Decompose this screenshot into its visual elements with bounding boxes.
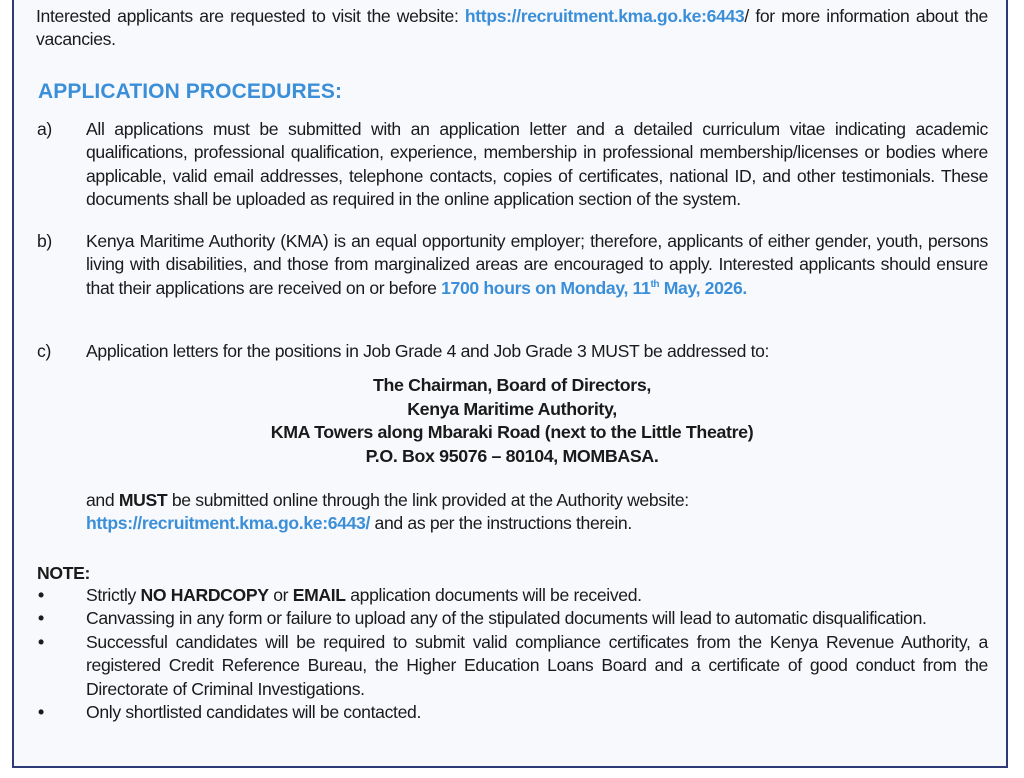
recruitment-link[interactable]: https://recruitment.kma.go.ke:6443 [464, 6, 745, 26]
note-item: • Strictly NO HARDCOPY or EMAIL application documents will be received. [36, 584, 988, 607]
note-list [36, 584, 988, 724]
item-text [86, 230, 988, 300]
must-emphasis: MUST [118, 490, 168, 510]
bullet-icon: • [38, 631, 44, 652]
note-item: • Canvassing in any form or failure to upload any of the stipulated documents will lead to automatic disqualification. [36, 607, 988, 630]
submission-instructions: and MUST be submitted online through the link provided at the Authority website: https://recruitment.kma.go.ke:6443/ and as per the instructions therein. [86, 490, 689, 534]
intro-text-end: / for more information about the vacancies. [36, 6, 988, 50]
address-line-3: KMA Towers along Mbaraki Road (next to the Little Theatre) [270, 422, 754, 443]
bullet-icon: • [38, 608, 44, 629]
note-heading: NOTE: [37, 563, 90, 583]
note-item: • Only shortlisted candidates will be contacted. [36, 701, 988, 724]
application-procedures-heading: APPLICATION PROCEDURES: [38, 80, 343, 103]
item-label: b) [37, 231, 52, 251]
document-page [12, 0, 1008, 768]
note-item: • Successful candidates will be required to submit valid compliance certificates from the Kenya Revenue Authority, a registered Credit Reference Bureau, the Higher Education Loans Board and a certificate of good conduct from the Directorate of Criminal Investigations. [38, 631, 988, 699]
address-line-1: The Chairman, Board of Directors, [373, 375, 651, 395]
bullet-icon: • [38, 702, 44, 723]
intro-paragraph [36, 5, 988, 52]
item-label: c) [37, 341, 51, 361]
item-text: All applications must be submitted with an application letter and a detailed curriculum vitae indicating academic qualifications, professional qualification, experience, membership in professional membership/licenses or bodies where applicable, valid email addresses, telephone contacts, copies of certificates, national ID, and other testimonials. These documents shall be uploaded as required in the online application section of the system. [86, 119, 988, 210]
item-b-body: Kenya Maritime Authority (KMA) is an equal opportunity employer; therefore, applicants of either gender, youth, persons living with disabilities, and those from marginalized areas are encouraged to apply. Interested applicants should ensure that their applications are received on or before [86, 231, 988, 298]
address-line-4: P.O. Box 95076 – 80104, MOMBASA. [365, 445, 659, 466]
item-label: a) [37, 119, 52, 139]
item-text: Application letters for the positions in Job Grade 4 and Job Grade 3 MUST be addressed to: [86, 341, 770, 361]
mailing-address [36, 374, 988, 468]
bullet-icon: • [38, 585, 44, 605]
intro-text: Interested applicants are requested to visit the website: [36, 6, 465, 26]
recruitment-link-2[interactable]: https://recruitment.kma.go.ke:6443/ [86, 513, 371, 534]
address-line-2: Kenya Maritime Authority, [407, 398, 617, 419]
application-deadline: 1700 hours on Monday, 11th May, 2026. [441, 277, 747, 298]
